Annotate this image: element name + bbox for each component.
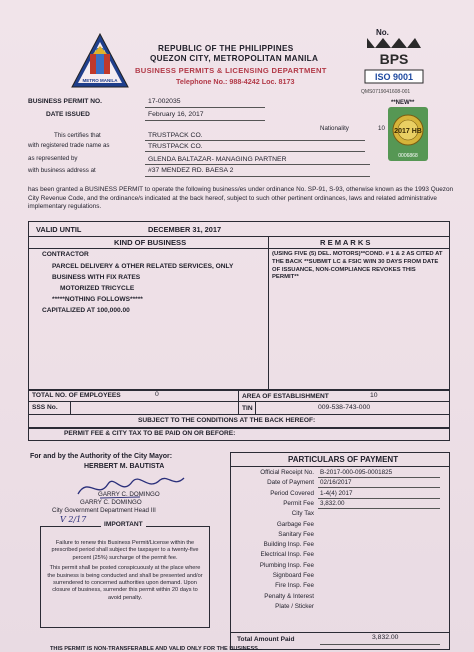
trade-name-label: with registered trade name as	[28, 142, 110, 149]
employees-label: TOTAL NO. OF EMPLOYEES	[32, 392, 121, 399]
employees-value: 0	[155, 391, 159, 398]
remarks-text: (USING FIVE (5) DEL. MOTORS)**COND. # 1 & 2 AS CITED AT THE BACK **SUBMIT LC & FSIC W/IN 30 DAYS FROM DATE OF ISSUANCE, NON-COMPLIANCE REVOKES THIS PERMIT**	[272, 251, 443, 281]
certify-value: TRUSTPACK CO.	[148, 132, 203, 139]
payment-row-label: Period Covered	[270, 489, 314, 497]
trade-name-value: TRUSTPACK CO.	[148, 143, 203, 150]
total-label: Total Amount Paid	[237, 636, 295, 643]
head-name-stamp: GARRY C. DOMINGO	[98, 491, 160, 498]
important-paragraph: Failure to renew this Business Permit/License within the prescribed period shall subject the taxpayer to a twenty-five percent (25%) surcharge of the permit fee.	[51, 540, 199, 561]
kind-of-business-header: KIND OF BUSINESS	[114, 238, 187, 247]
business-line: CONTRACTOR	[42, 251, 89, 258]
important-paragraph: This permit shall be posted conspicuously at the place where the business is being conducted and shall be presented and/or surrendered to concerned authorities upon demand. Upon closure of business, surrender this permit within 20 days to avoid penalty.	[47, 565, 203, 601]
bps-iso-badge-icon	[361, 34, 427, 96]
payment-row-label: Plate / Sticker	[275, 602, 314, 610]
payment-row-label: City Tax	[291, 510, 314, 518]
payment-row-value: 02/16/2017	[320, 479, 352, 487]
payment-row-label: Sanitary Fee	[278, 530, 314, 538]
grant-paragraph: has been granted a BUSINESS PERMIT to operate the following business/es under ordinance No. SP-91, S-93, otherwise known as the 1993 Quezon City Revenue Code, and the ordinance/s indicated at the back hereof, subject to such other pertinent ordinances, laws and related administrative implementary regulations.	[28, 186, 454, 211]
business-line: *****NOTHING FOLLOWS*****	[52, 296, 143, 303]
hologram-seal-icon	[387, 106, 429, 162]
header-department: BUSINESS PERMITS & LICENSING DEPARTMENT	[135, 66, 327, 75]
payment-row-label: Plumbing Insp. Fee	[259, 561, 314, 569]
footer-text: THIS PERMIT IS NON-TRANSFERABLE AND VALID ONLY FOR THE BUSINESS...	[50, 646, 263, 652]
payment-row-label: Signboard Fee	[272, 572, 314, 579]
valid-until-date: DECEMBER 31, 2017	[148, 225, 222, 234]
payment-row-label: Electrical Insp. Fee	[260, 551, 314, 559]
payment-row-label: Penalty & Interest	[264, 592, 314, 600]
address-label: with business address at	[28, 167, 96, 174]
head-name: GARRY C. DOMINGO	[80, 499, 142, 506]
payment-row-label: Building Insp. Fee	[263, 541, 314, 549]
payment-row-label: Permit Fee	[283, 499, 314, 507]
logo-caption: METRO MANILA	[82, 78, 118, 83]
payment-row-label: Official Receipt No.	[260, 469, 314, 476]
represented-by-value: GLENDA BALTAZAR- MANAGING PARTNER	[148, 156, 287, 163]
valid-until-label: VALID UNTIL	[36, 225, 82, 234]
authority-label: For and by the Authority of the City Mayor:	[30, 453, 173, 460]
certify-label: This certifies that	[54, 132, 101, 139]
business-line: PARCEL DELIVERY & OTHER RELATED SERVICES, ONLY	[52, 263, 234, 270]
payment-row-label: Fire Insp. Fee	[275, 582, 314, 590]
initials-mark: V 2/17	[60, 515, 87, 524]
mayor-name: HERBERT M. BAUTISTA	[84, 463, 165, 470]
permit-number-label: BUSINESS PERMIT NO.	[28, 98, 103, 105]
payment-title: PARTICULARS OF PAYMENT	[288, 455, 399, 464]
new-tag: **NEW**	[391, 100, 415, 106]
area-value: 10	[370, 392, 378, 399]
total-value: 3,832.00	[372, 634, 399, 641]
tin-label: TIN	[242, 405, 253, 412]
important-title: IMPORTANT	[101, 521, 146, 528]
area-label: AREA OF ESTABLISHMENT	[242, 393, 329, 400]
represented-by-label: as represented by	[28, 155, 78, 162]
nationality-label: Nationality	[320, 125, 349, 132]
payment-row-value: 3,832.00	[320, 499, 345, 507]
business-table	[28, 221, 450, 391]
payment-row-label: Garbage Fee	[276, 520, 314, 528]
header-republic: REPUBLIC OF THE PHILIPPINES	[158, 44, 294, 53]
important-text	[45, 540, 205, 605]
iso-cert-number: QMS0719041608-001	[361, 89, 411, 95]
nationality-code: 10	[378, 125, 385, 132]
serial-no-label: No.	[376, 28, 389, 37]
tin-value: 009-538-743-000	[318, 404, 371, 411]
business-address-value: #37 MENDEZ RD. BAESA 2	[148, 167, 234, 174]
capitalization-line: CAPITALIZED AT 100,000.00	[42, 307, 130, 314]
business-line: MOTORIZED TRICYCLE	[60, 285, 135, 292]
payment-row-value: 1-4(4) 2017	[320, 489, 353, 497]
header-telephone: Telephone No.: 988-4242 Loc. 8173	[176, 77, 295, 86]
payment-row-value: B-2017-000-095-0001825	[320, 469, 393, 476]
iso-text: ISO 9001	[374, 72, 414, 82]
conditions-notice: SUBJECT TO THE CONDITIONS AT THE BACK HEREOF:	[138, 417, 316, 424]
payment-row-label: Date of Payment	[267, 479, 314, 487]
date-issued: February 16, 2017	[148, 111, 204, 118]
sss-label: SSS No.	[32, 404, 58, 411]
business-line: BUSINESS WITH FIX RATES	[52, 274, 141, 281]
quezon-city-seal-icon	[70, 32, 130, 90]
bps-brand: BPS	[379, 51, 409, 67]
remarks-header: R E M A R K S	[320, 238, 371, 247]
permit-number: 17-002035	[148, 98, 181, 105]
fee-notice: PERMIT FEE & CITY TAX TO BE PAID ON OR BEFORE:	[64, 430, 236, 437]
header-city: QUEZON CITY, METROPOLITAN MANILA	[150, 54, 319, 63]
date-issued-label: DATE ISSUED	[46, 111, 90, 118]
head-title: City Government Department Head III	[52, 507, 156, 514]
seal-number: 0006868	[398, 153, 418, 159]
seal-text: 2017 HB	[394, 128, 422, 135]
